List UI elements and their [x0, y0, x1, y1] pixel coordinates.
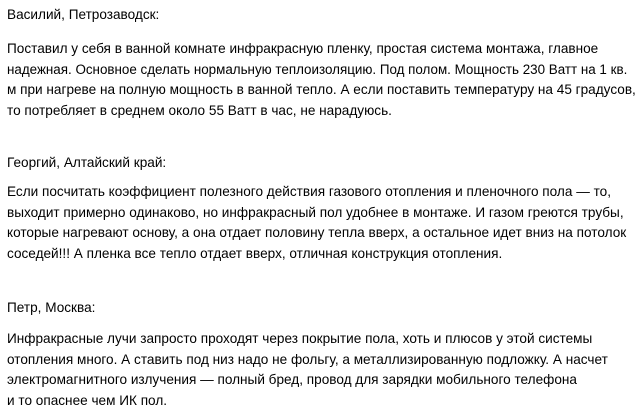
review-author: Петр, Москва: [7, 300, 96, 315]
review-text-line: выходит примерно одинаково, но инфракрасный пол удобнее в монтаже. И газом греются трубы, [7, 204, 624, 220]
review-2-body [7, 182, 636, 264]
review-text [7, 39, 636, 121]
review-text-line: Инфракрасные лучи запросто проходят через покрытие пола, хоть и плюсов у этой системы [7, 331, 593, 346]
review-author: Георгий, Алтайский край: [7, 155, 167, 170]
review-text-line: электромагнитного излучения — полный бред, провод для зарядки мобильного телефона [7, 372, 577, 387]
review-text-line: то потребляет в среднем около 55 Ватт в час, не нарадуюсь. [7, 102, 392, 118]
review-text [7, 329, 636, 411]
review-text-line: соседей!!! А пленка все тепло отдает вверх, отличная конструкция отопления. [7, 245, 503, 261]
review-text-line: Поставил у себя в ванной комнате инфракрасную пленку, простая система монтажа, главное [7, 41, 599, 56]
review-text-line: и то опаснее чем ИК пол. [7, 392, 168, 408]
review-text-line: надежная. Основное сделать нормальную теплоизоляцию. Под полом. Мощность 230 Ватт на 1 кв. [7, 61, 628, 77]
review-3 [7, 298, 636, 318]
review-3-body [7, 329, 636, 411]
review-author: Василий, Петрозаводск: [7, 7, 160, 22]
review-2 [7, 153, 636, 173]
review-1 [7, 5, 636, 25]
review-text-line: отопления много. А ставить под низ надо не фольгу, а металлизированную подложку. А насчет [7, 351, 608, 367]
review-text [7, 182, 636, 264]
review-text-line: Если посчитать коэффициент полезного действия газового отопления и пленочного пола — то, [7, 184, 611, 199]
review-1-body [7, 39, 636, 121]
review-text-line: м при нагреве на полную мощность в ванной тепло. А если поставить температуру на 45 градусов, [7, 82, 636, 97]
review-text-line: которые нагревают основу, а она отдает половину тепла вверх, а остальное идет вниз на потолок [7, 225, 627, 240]
